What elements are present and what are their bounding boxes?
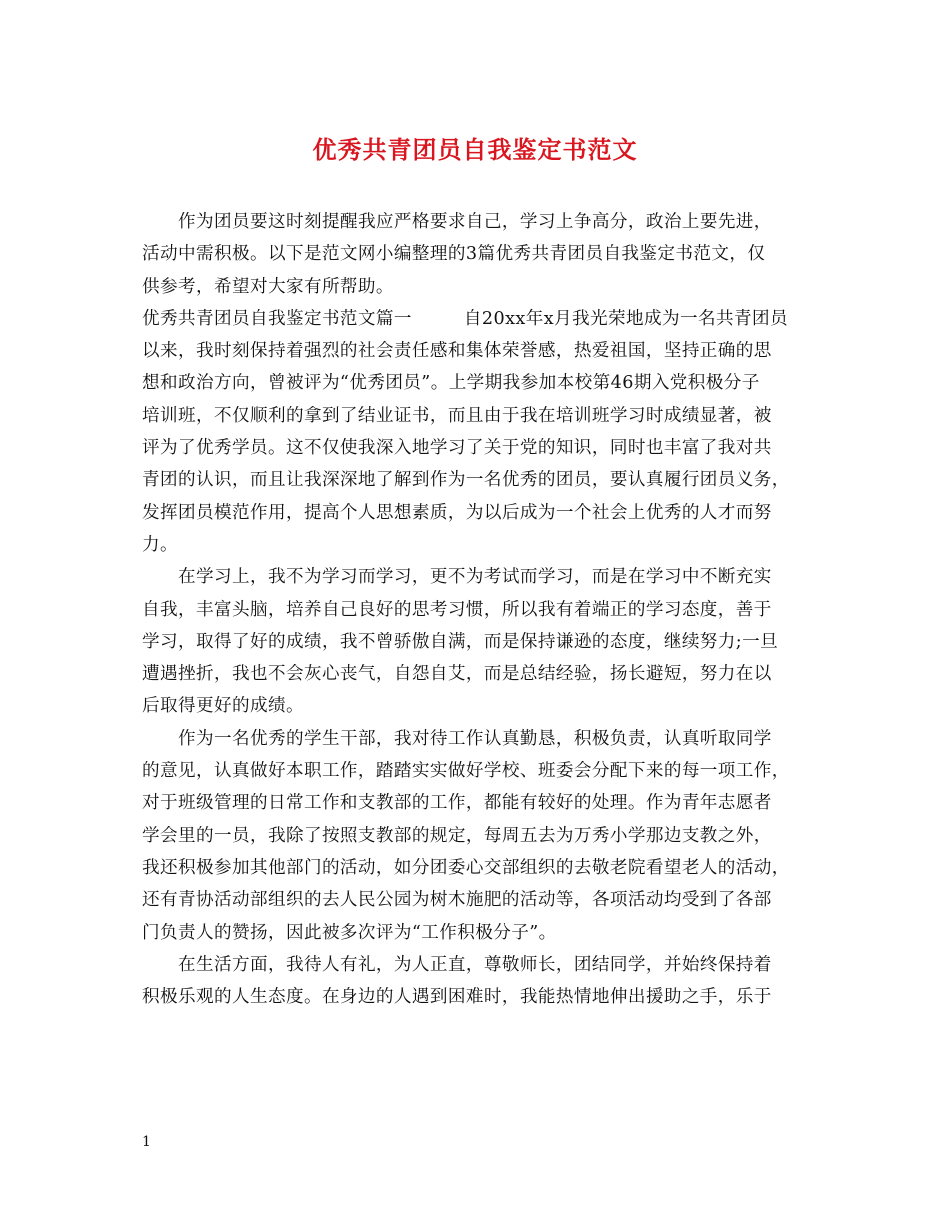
line-text: 青团的认识，而且让我深深地了解到作为一名优秀的团员，要认真履行团员义务， xyxy=(142,470,790,491)
line-text: 以来，我时刻保持着强烈的社会责任感和集体荣誉感，热爱祖国，坚持正确的思 xyxy=(142,341,772,362)
text-line xyxy=(142,367,822,399)
text-line xyxy=(142,561,822,593)
line-text: 还有青协活动部组织的去人民公园为树木施肥的活动等，各项活动均受到了各部 xyxy=(142,890,772,911)
page-number: 1 xyxy=(142,1134,151,1150)
text-line xyxy=(142,529,822,561)
line-text: 自20xx年x月我光荣地成为一名共青团员 xyxy=(463,308,788,329)
line-text: 作为一名优秀的学生干部，我对待工作认真勤恳，积极负责，认真听取同学 xyxy=(178,728,772,749)
line-text: 我还积极参加其他部门的活动，如分团委心交部组织的去敬老院看望老人的活动， xyxy=(142,857,790,878)
line-text: 活动中需积极。以下是范文网小编整理的3篇优秀共青团员自我鉴定书范文，仅 xyxy=(142,244,766,265)
document-title: 优秀共青团员自我鉴定书范文 xyxy=(312,135,638,164)
document-body xyxy=(142,206,822,1013)
line-text: 学习，取得了好的成绩，我不曾骄傲自满，而是保持谦逊的态度，继续努力;一旦 xyxy=(142,631,779,652)
line-text: 在生活方面，我待人有礼，为人正直，尊敬师长，团结同学，并始终保持着 xyxy=(178,954,772,975)
text-line xyxy=(142,658,822,690)
text-line xyxy=(142,594,822,626)
line-text: 对于班级管理的日常工作和支教部的工作，都能有较好的处理。作为青年志愿者 xyxy=(142,793,772,814)
text-line xyxy=(142,723,822,755)
line-text: 的意见，认真做好本职工作，踏踏实实做好学校、班委会分配下来的每一项工作， xyxy=(142,761,790,782)
text-line xyxy=(142,238,822,270)
text-line xyxy=(142,981,822,1013)
line-text: 发挥团员模范作用，提高个人思想素质，为以后成为一个社会上优秀的人才而努 xyxy=(142,502,772,523)
line-text: 想和政治方向，曾被评为“优秀团员”。上学期我参加本校第46期入党积极分子 xyxy=(142,373,760,394)
text-line xyxy=(142,206,822,238)
line-text: 自我，丰富头脑，培养自己良好的思考习惯，所以我有着端正的学习态度，善于 xyxy=(142,599,772,620)
text-line xyxy=(142,949,822,981)
text-line xyxy=(142,400,822,432)
text-line xyxy=(142,432,822,464)
line-text: 评为了优秀学员。这不仅使我深入地学习了关于党的知识，同时也丰富了我对共 xyxy=(142,438,772,459)
text-line xyxy=(142,335,822,367)
text-line xyxy=(142,755,822,787)
line-text: 学会里的一员，我除了按照支教部的规定，每周五去为万秀小学那边支教之外， xyxy=(142,825,772,846)
text-line xyxy=(142,884,822,916)
text-line xyxy=(142,820,822,852)
line-text: 供参考，希望对大家有所帮助。 xyxy=(142,276,394,297)
text-line xyxy=(142,787,822,819)
line-text: 后取得更好的成绩。 xyxy=(142,696,304,717)
text-line xyxy=(142,690,822,722)
line-text: 力。 xyxy=(142,534,178,555)
text-line xyxy=(142,852,822,884)
line-text: 作为团员要这时刻提醒我应严格要求自己，学习上争高分，政治上要先进， xyxy=(178,212,772,232)
text-line xyxy=(142,271,822,303)
line-text: 门负责人的赞扬，因此被多次评为“工作积极分子”。 xyxy=(142,922,557,943)
text-line xyxy=(142,497,822,529)
text-line xyxy=(142,464,822,496)
line-text: 遭遇挫折，我也不会灰心丧气，自怨自艾，而是总结经验，扬长避短，努力在以 xyxy=(142,664,772,685)
section-heading: 优秀共青团员自我鉴定书范文篇一 xyxy=(142,308,412,329)
text-line xyxy=(142,626,822,658)
text-line xyxy=(142,303,822,335)
line-text: 培训班，不仅顺利的拿到了结业证书，而且由于我在培训班学习时成绩显著，被 xyxy=(142,405,772,426)
line-text: 积极乐观的人生态度。在身边的人遇到困难时，我能热情地伸出援助之手，乐于 xyxy=(142,987,772,1008)
text-line xyxy=(142,917,822,949)
line-text: 在学习上，我不为学习而学习，更不为考试而学习，而是在学习中不断充实 xyxy=(178,567,772,588)
